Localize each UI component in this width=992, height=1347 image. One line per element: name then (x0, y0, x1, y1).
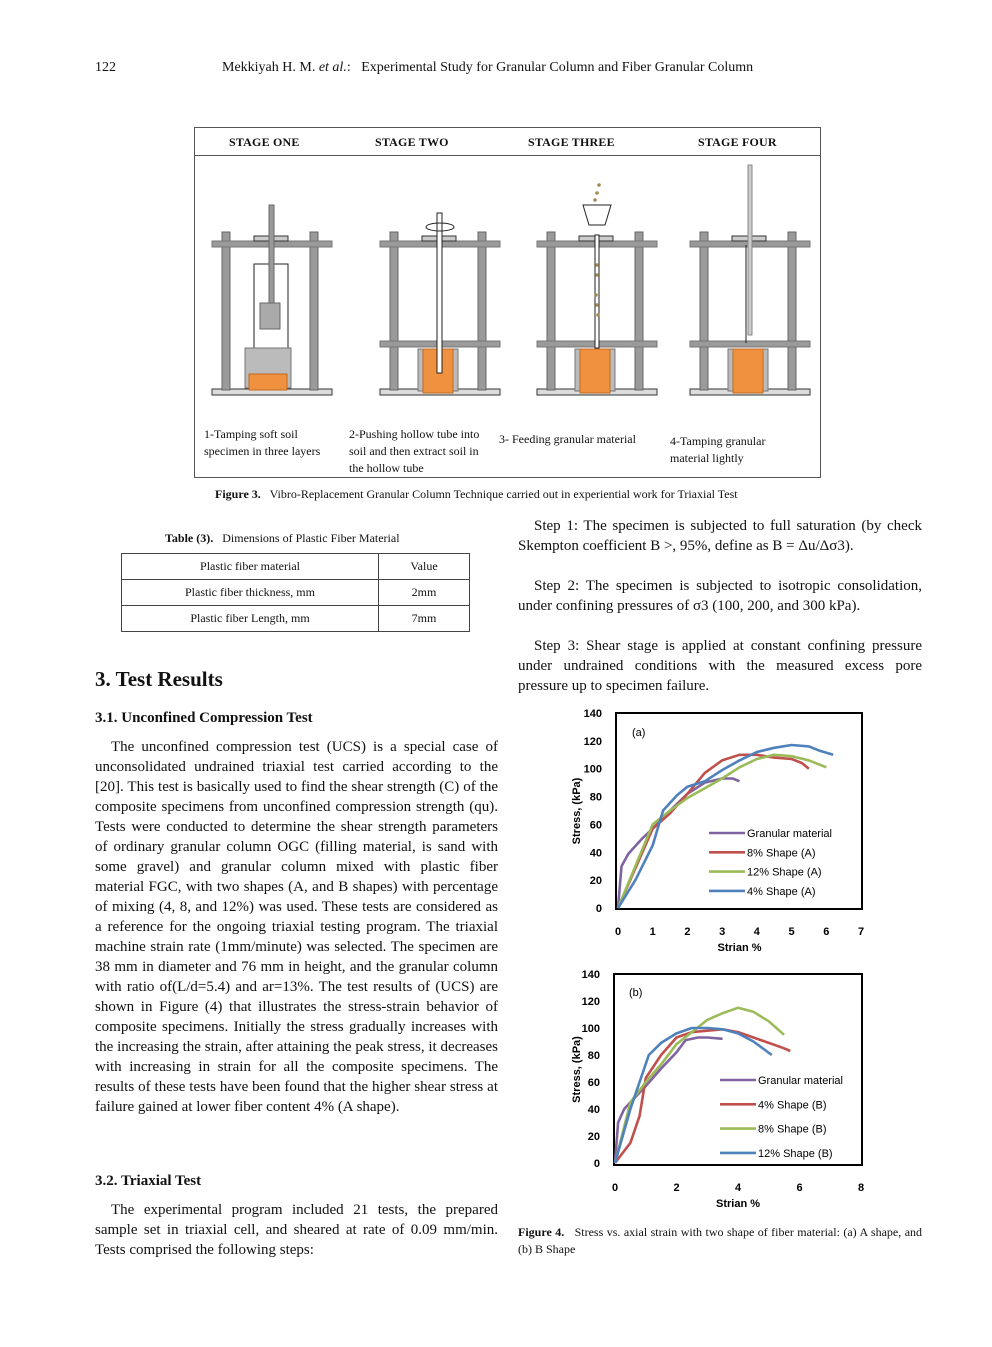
subsection-title-3-1: 3.1. Unconfined Compression Test (95, 710, 313, 726)
legend-label: 4% Shape (B) (758, 1099, 827, 1112)
y-tick-label: 20 (589, 875, 602, 888)
table-header-cell: Value (379, 554, 470, 580)
page-number: 122 (95, 60, 116, 75)
running-header (222, 60, 753, 76)
figure-3-caption-text: Vibro-Replacement Granular Column Technique carried out in experiential work for Triaxial Test (269, 487, 738, 501)
table-header-cell: Plastic fiber material (122, 554, 379, 580)
chart-b (560, 962, 880, 1212)
table-cell: Plastic fiber thickness, mm (122, 580, 379, 606)
y-tick-label: 140 (583, 708, 602, 720)
header-authors: Mekkiyah H. M. (222, 60, 316, 75)
y-tick-label: 60 (589, 819, 602, 832)
header-et-al: et al. (318, 60, 347, 75)
granular-particle (594, 293, 598, 297)
table-cell: Plastic fiber Length, mm (122, 606, 379, 632)
legend-label: Granular material (747, 828, 832, 840)
apparatus-illustration (195, 155, 820, 425)
figure-4-caption (518, 1224, 922, 1258)
x-tick-label: 8 (857, 1182, 865, 1194)
x-tick-label: 0 (614, 926, 622, 938)
apparatus-stage-1 (212, 205, 332, 395)
column-rod (788, 232, 796, 390)
paragraph-ucs: The unconfined compression test (UCS) is a special case of unconsolidated undrained triaxial test carried according to the [20]. This test is basically used to find the shear strength (C) of the composite specimens from unconfined compression strength (qu). Tests were conducted to determine the shear strength parameters of ordinary granular column OGC (filling material, is sand with some gravel) and granular column mixed with plastic fiber material FGC, with two shapes (A, and B shapes) with percentage of mixing (4, 8, and 12%) was used. These tests are considered as a reference for the ongoing triaxial testing program. The triaxial machine strain rate (1mm/minute) was selected. The specimen are 38 mm in diameter and 76 mm in height, and the granular column with ratio of(L/d=5.4) and ar=13%. The test results of (UCS) are shown in Figure (4) that illustrates the stress-strain behavior of composite specimens. Initially the stress gradually increases with the increasing the strain, after attaining the peak stress, it decreases with increasing in strain for all the composite specimens. The results of these tests have been found that the higher shear stress at failure gained at lower fiber content 4% (A shape). (95, 739, 498, 1115)
y-tick-label: 140 (581, 969, 600, 981)
granular-particle (595, 263, 599, 267)
hollow-tube (437, 213, 442, 373)
y-axis-label: Stress, (kPa) (571, 777, 583, 845)
x-tick-label: 2 (673, 1182, 680, 1194)
stage-three-caption: 3- Feeding granular material (499, 432, 636, 446)
stage-two-caption: 2-Pushing hollow tube into soil and then extract soil in the hollow tube (349, 427, 480, 475)
figure-3 (194, 127, 821, 478)
legend-label: 8% Shape (B) (758, 1123, 827, 1136)
panel-label: (b) (629, 987, 643, 999)
granular-particle (595, 273, 599, 277)
x-tick-label: 5 (788, 926, 795, 938)
legend-label: Granular material (758, 1075, 843, 1087)
legend-label: 4% Shape (A) (747, 885, 816, 898)
column-rod (635, 232, 643, 390)
apparatus-stage-3 (537, 183, 657, 395)
table-header-row (122, 554, 470, 580)
column-rod (478, 232, 486, 390)
y-tick-label: 80 (587, 1050, 600, 1062)
chart-a (560, 700, 880, 962)
column-rod (547, 232, 555, 390)
plot-area-frame (616, 713, 862, 909)
x-tick-label: 3 (719, 926, 726, 938)
y-tick-label: 0 (595, 903, 602, 915)
soil-specimen (580, 349, 610, 393)
x-axis-label: Strian % (715, 1198, 761, 1210)
granular-particle (597, 183, 601, 187)
y-tick-label: 80 (589, 791, 602, 804)
stage-three-label: STAGE THREE (528, 135, 615, 149)
y-axis-label: Stress, (kPa) (571, 1036, 583, 1103)
stage-four-label: STAGE FOUR (698, 135, 777, 149)
x-axis-label: Strian % (717, 942, 762, 954)
x-tick-label: 4 (734, 1182, 742, 1194)
funnel-icon (583, 205, 611, 225)
granular-particle (593, 198, 597, 202)
step-1: Step 1: The specimen is subjected to full saturation (by check Skempton coefficient B >, 95%, define as B = Δu/Δσ3). (518, 518, 922, 554)
header-title: Experimental Study for Granular Column and Fiber Granular Column (361, 60, 754, 75)
stage-two-label: STAGE TWO (375, 135, 449, 149)
x-tick-label: 2 (684, 926, 691, 938)
y-tick-label: 100 (581, 1023, 600, 1035)
table-3-caption-text: Dimensions of Plastic Fiber Material (222, 531, 400, 545)
y-tick-label: 100 (583, 763, 602, 776)
tamping-rod (748, 165, 752, 335)
apparatus-stage-4 (690, 165, 810, 395)
granular-particle (595, 191, 599, 195)
step-3: Step 3: Shear stage is applied at constant confining pressure under undrained conditions with the measured excess pore pressure up to specimen failure. (518, 638, 922, 694)
subsection-title-3-2: 3.2. Triaxial Test (95, 1173, 202, 1189)
column-rod (390, 232, 398, 390)
column-rod (700, 232, 708, 390)
y-tick-label: 20 (587, 1131, 600, 1143)
section-title: 3. Test Results (95, 667, 223, 691)
table-cell: 7mm (379, 606, 470, 632)
granular-particle (596, 313, 600, 317)
x-tick-label: 7 (857, 926, 865, 938)
figure-3-header-row (195, 128, 820, 156)
figure-4-label: Figure 4. (518, 1225, 565, 1239)
legend-label: 12% Shape (A) (747, 866, 822, 879)
stage-one-label: STAGE ONE (229, 135, 300, 149)
table-3-label: Table (3). (165, 531, 214, 545)
figure-3-caption (215, 487, 738, 502)
y-tick-label: 40 (587, 1104, 600, 1116)
panel-label: (a) (632, 727, 646, 739)
y-tick-label: 120 (583, 735, 602, 748)
table-row (122, 580, 470, 606)
tamping-rod (269, 205, 274, 305)
x-tick-label: 1 (649, 926, 656, 938)
x-tick-label: 6 (823, 926, 830, 938)
tamper-head (260, 303, 280, 329)
step-2: Step 2: The specimen is subjected to isotropic consolidation, under confining pressures of σ3 (100, 200, and 300 kPa). (518, 578, 922, 614)
table-3-caption (165, 531, 400, 546)
y-tick-label: 60 (587, 1077, 600, 1089)
column-rod (222, 232, 230, 390)
y-tick-label: 0 (593, 1158, 600, 1170)
x-tick-label: 0 (611, 1182, 619, 1194)
stage-four-caption: 4-Tamping granular material lightly (670, 434, 766, 465)
legend-label: 8% Shape (A) (747, 847, 816, 860)
feed-tube (595, 235, 599, 348)
stage-one-caption: 1-Tamping soft soil specimen in three layers (204, 427, 321, 458)
figure-4-caption-text: Stress vs. axial strain with two shape of fiber material: (a) A shape, and (b) B Shape (518, 1225, 923, 1256)
y-tick-label: 120 (581, 996, 600, 1008)
figure-3-label: Figure 3. (215, 487, 261, 501)
apparatus-stage-2 (380, 213, 500, 395)
plastic-fiber-table (121, 553, 470, 632)
column-rod (310, 232, 318, 390)
header-colon: : (346, 60, 351, 75)
granular-particle (595, 303, 599, 307)
soil-specimen (733, 349, 763, 393)
table-row (122, 606, 470, 632)
x-tick-label: 4 (753, 926, 760, 938)
paragraph-triaxial: The experimental program included 21 tests, the prepared sample set in triaxial cell, and sheared at rate of 0.09 mm/min. Tests comprised the following steps: (95, 1202, 498, 1258)
soil-specimen (249, 374, 287, 390)
y-tick-label: 40 (589, 847, 602, 860)
mid-bar (690, 341, 810, 347)
table-cell: 2mm (379, 580, 470, 606)
x-tick-label: 6 (796, 1182, 803, 1194)
legend-label: 12% Shape (B) (758, 1147, 833, 1160)
